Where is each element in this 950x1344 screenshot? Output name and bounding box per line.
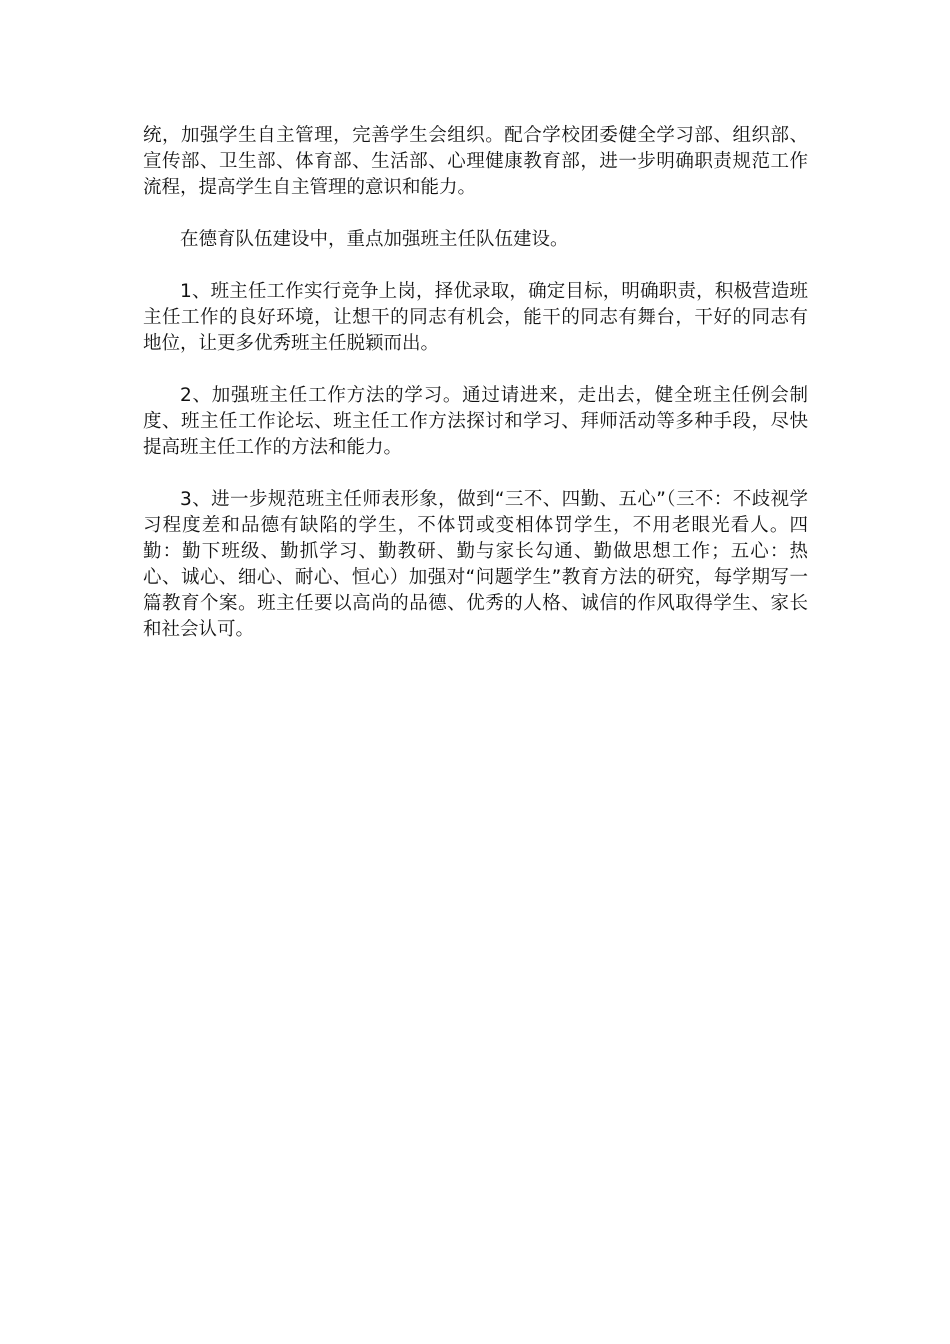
paragraph-item-1: 1、班主任工作实行竞争上岗，择优录取，确定目标，明确职责，积极营造班主任工作的良好环境，让想干的同志有机会，能干的同志有舞台，干好的同志有地位，让更多优秀班主任脱颖而出。 xyxy=(143,281,808,354)
paragraph-item-2: 2、加强班主任工作方法的学习。通过请进来，走出去，健全班主任例会制度、班主任工作论坛、班主任工作方法探讨和学习、拜师活动等多种手段，尽快提高班主任工作的方法和能力。 xyxy=(143,385,808,458)
paragraph-team-building: 在德育队伍建设中，重点加强班主任队伍建设。 xyxy=(180,229,569,250)
paragraph-continuation: 统，加强学生自主管理，完善学生会组织。配合学校团委健全学习部、组织部、宣传部、卫生部、体育部、生活部、心理健康教育部，进一步明确职责规范工作流程，提高学生自主管理的意识和能力。 xyxy=(143,125,808,198)
paragraph-item-3: 3、进一步规范班主任师表形象，做到“三不、四勤、五心”（三不：不歧视学习程度差和品德有缺陷的学生，不体罚或变相体罚学生，不用老眼光看人。四勤：勤下班级、勤抓学习、勤教研、勤与家长勾通、勤做思想工作；五心：热心、诚心、细心、耐心、恒心）加强对“问题学生”教育方法的研究，每学期写一篇教育个案。班主任要以高尚的品德、优秀的人格、诚信的作风取得学生、家长和社会认可。 xyxy=(143,489,808,640)
document-body xyxy=(143,123,808,669)
